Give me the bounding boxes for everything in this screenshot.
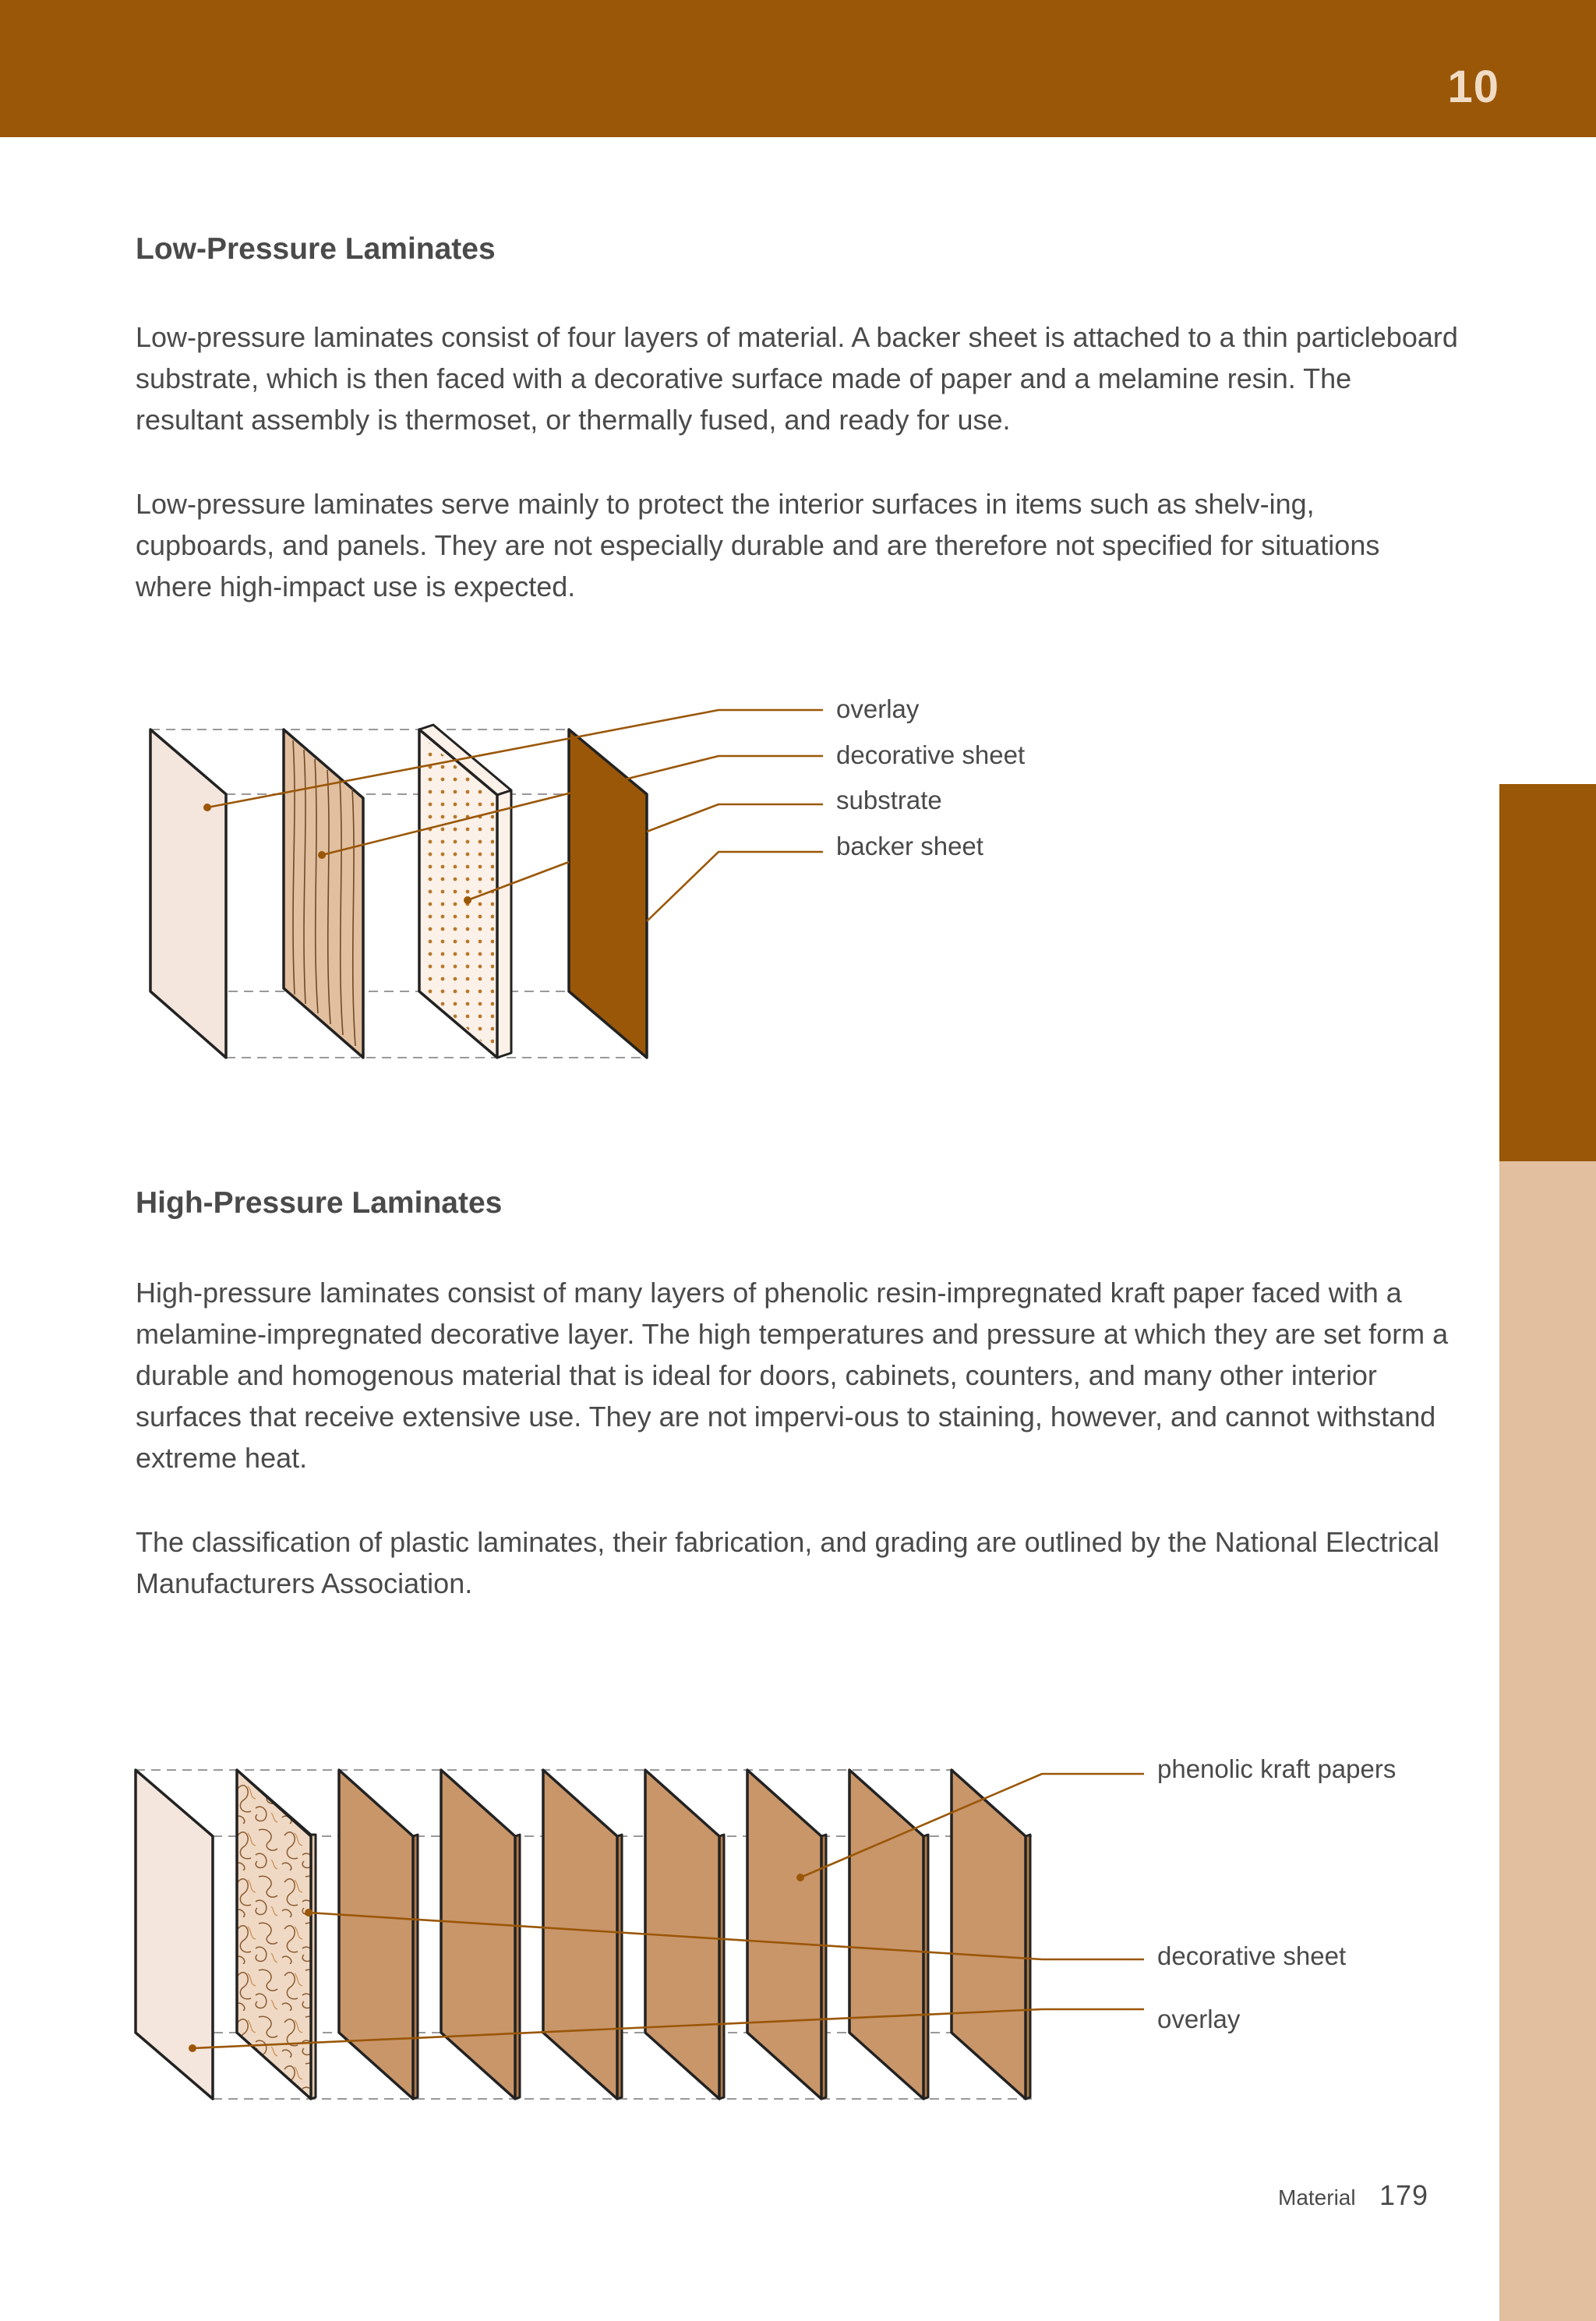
chapter-number: 10 [1447,62,1499,112]
kraft-panel-5 [747,1770,826,2099]
header-bar [0,0,1596,137]
label-substrate: substrate [836,786,942,814]
low-pressure-heading: Low-Pressure Laminates [136,232,496,266]
kraft-panel-6 [849,1770,928,2099]
label-decorative-sheet: decorative sheet [836,740,1026,769]
high-pressure-diagram [0,1730,1481,2120]
hp-label-decorative-sheet: decorative sheet [1157,1941,1347,1970]
hp-label-overlay: overlay [1157,2005,1241,2033]
overlay-panel [150,730,226,1058]
side-tab-dark [1499,784,1596,1161]
low-pressure-diagram [0,686,1091,1091]
low-pressure-paragraph-2: Low-pressure laminates serve mainly to protect the interior surfaces in items such as shelv-ing, cupboards, and panels. They are not especially durable and are therefore not specified for situations where high-impact use is expected. [136,488,1380,602]
high-pressure-heading: High-Pressure Laminates [136,1186,503,1220]
high-pressure-paragraph-1: High-pressure laminates consist of many layers of phenolic resin-impregnated kraft paper faced with a melamine-impregnated decorative layer. The high temperatures and pressure at which they are set form a durable and homogenous material that is ideal for doors, cabinets, counters, and many other interior surfaces that receive extensive use. They are not impervi-ous to staining, however, and cannot withstand extreme heat. [136,1277,1449,1474]
kraft-panel-1 [339,1770,418,2099]
label-backer-sheet: backer sheet [836,832,983,860]
kraft-panel-3 [543,1770,622,2099]
backer-sheet-panel [569,730,647,1058]
phenolic-kraft-panels [339,1770,1030,2099]
footer-page-number: 179 [1379,2179,1429,2211]
leader-backer-sheet [647,852,823,921]
kraft-panel-7 [952,1770,1030,2099]
hp-decorative-sheet-panel [237,1770,316,2099]
hp-label-phenolic: phenolic kraft papers [1157,1754,1396,1783]
hp-overlay-panel [136,1770,213,2099]
high-pressure-paragraph-2: The classification of plastic laminates, their fabrication, and grading are outlined by the National Electrical Manufacturers Association. [136,1526,1439,1599]
substrate-panel [419,725,511,1058]
kraft-panel-2 [441,1770,520,2099]
label-overlay: overlay [836,694,920,723]
decorative-sheet-panel [284,730,363,1058]
low-pressure-paragraph-1: Low-pressure laminates consist of four layers of material. A backer sheet is attached to a thin particleboard substrate, which is then faced with a decorative surface made of paper and a melamine resin. The resultant assembly is thermoset, or thermally fused, and ready for use. [136,321,1458,436]
footer-section-label: Material [1278,2185,1356,2210]
